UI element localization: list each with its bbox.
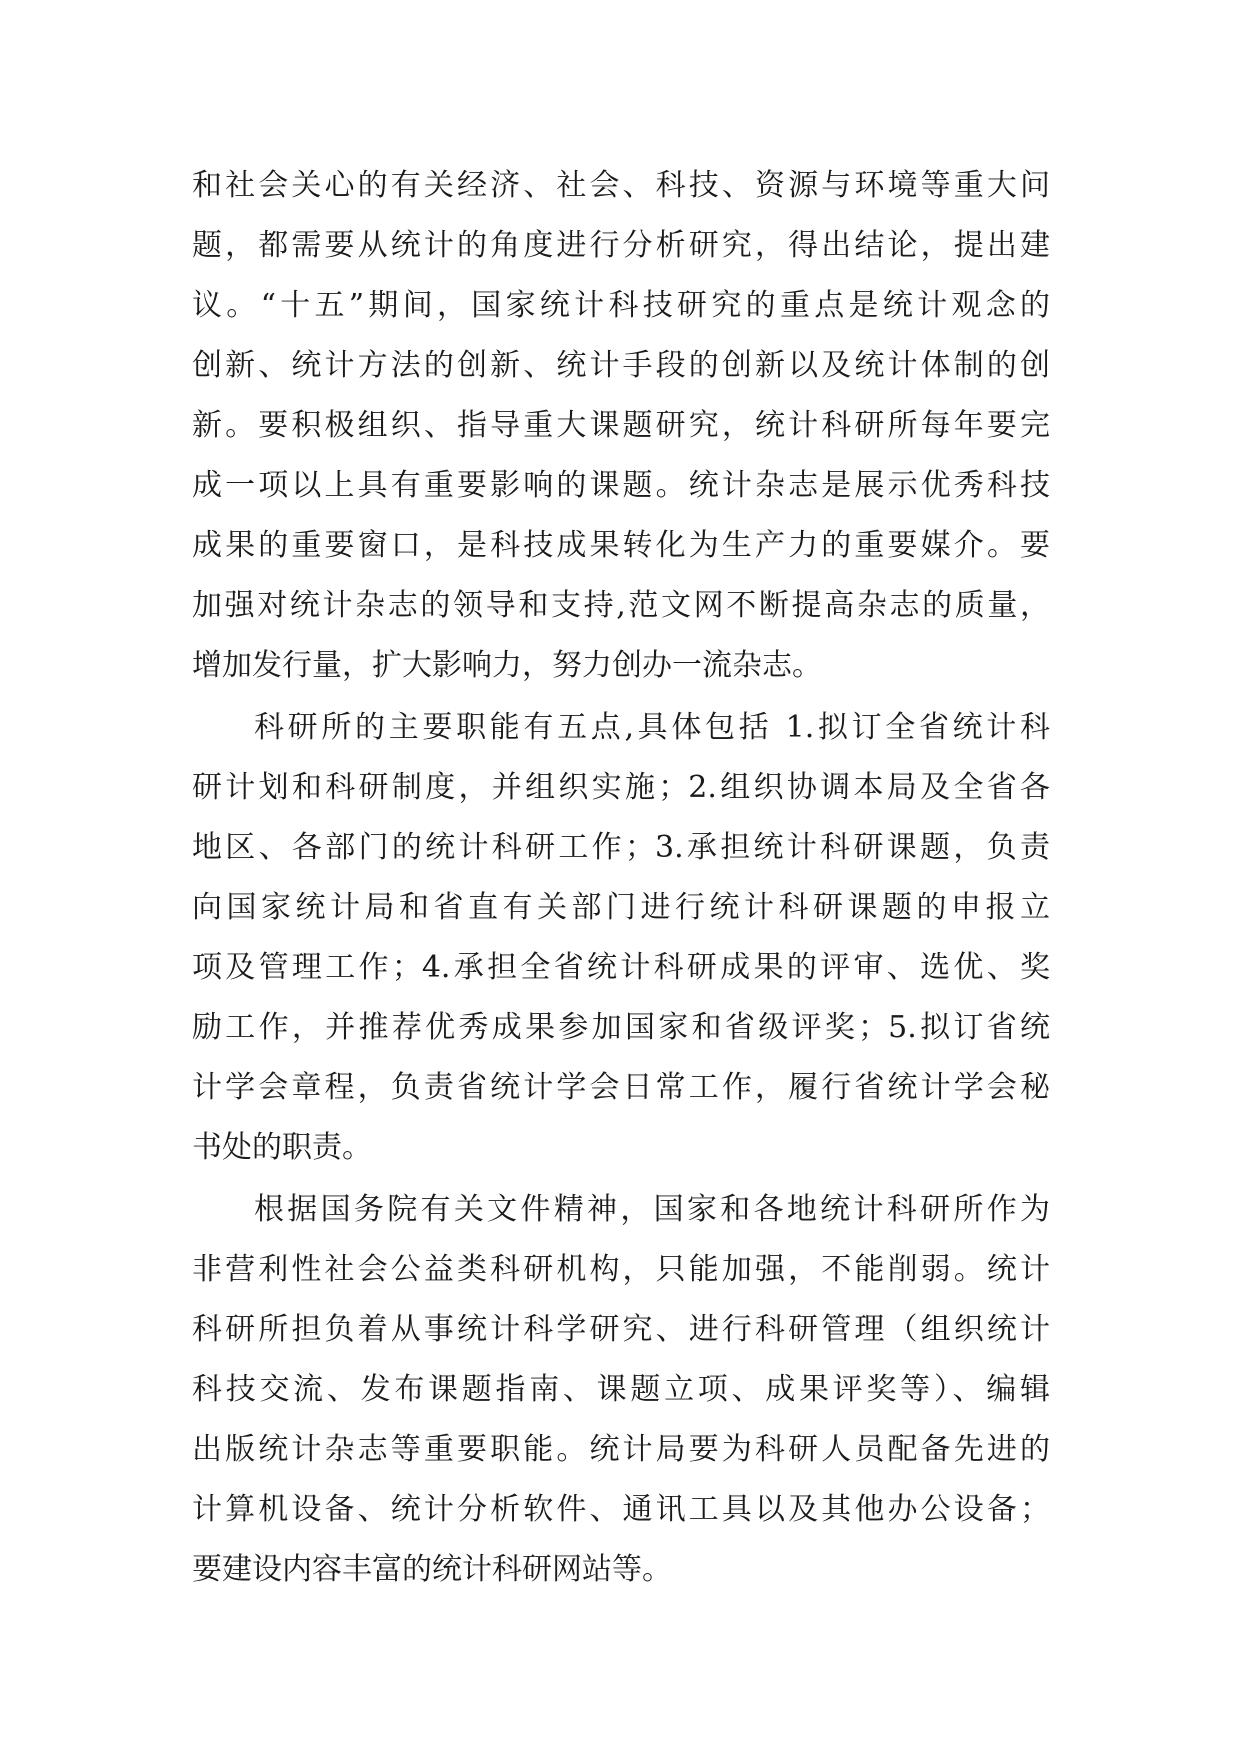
text-line: 计算机设备、统计分析软件、通讯工具以及其他办公设备；: [192, 1492, 1050, 1527]
text-line: 向国家统计局和省直有关部门进行统计科研课题的申报立: [192, 890, 1050, 925]
text-line: 计学会章程，负责省统计学会日常工作，履行省统计学会秘: [192, 1070, 1050, 1105]
text-line: 根据国务院有关文件精神，国家和各地统计科研所作为: [254, 1192, 1050, 1227]
document-body: [192, 156, 1050, 1600]
text-line: 成果的重要窗口，是科技成果转化为生产力的重要媒介。要: [192, 528, 1050, 563]
text-line: 增加发行量，扩大影响力，努力创办一流杂志。: [192, 648, 822, 683]
text-line: 励工作，并推荐优秀成果参加国家和省级评奖；5.拟订省统: [192, 1010, 1050, 1045]
text-line: 成一项以上具有重要影响的课题。统计杂志是展示优秀科技: [192, 468, 1050, 503]
text-line: 出版统计杂志等重要职能。统计局要为科研人员配备先进的: [192, 1432, 1050, 1467]
text-line: 项及管理工作；4.承担全省统计科研成果的评审、选优、奖: [192, 950, 1050, 985]
paragraph-3: [192, 1180, 1050, 1600]
text-line: 和社会关心的有关经济、社会、科技、资源与环境等重大问: [192, 168, 1050, 203]
text-line: 科技交流、发布课题指南、课题立项、成果评奖等）、编辑: [192, 1372, 1050, 1407]
text-line: 题，都需要从统计的角度进行分析研究，得出结论，提出建: [192, 228, 1050, 263]
paragraph-1: [192, 156, 1050, 696]
text-line: 书处的职责。: [192, 1130, 372, 1165]
text-line: 科研所的主要职能有五点,具体包括 1.拟订全省统计科: [254, 710, 1050, 745]
text-line: 加强对统计杂志的领导和支持,范文网不断提高杂志的质量，: [192, 588, 1050, 623]
text-line: 研计划和科研制度，并组织实施；2.组织协调本局及全省各: [192, 770, 1050, 805]
text-line: 议。“十五”期间，国家统计科技研究的重点是统计观念的: [192, 288, 1050, 323]
text-line: 要建设内容丰富的统计科研网站等。: [192, 1552, 672, 1587]
paragraph-2: [192, 698, 1050, 1178]
text-line: 科研所担负着从事统计科学研究、进行科研管理（组织统计: [192, 1312, 1050, 1347]
text-line: 创新、统计方法的创新、统计手段的创新以及统计体制的创: [192, 348, 1050, 383]
text-line: 新。要积极组织、指导重大课题研究，统计科研所每年要完: [192, 408, 1050, 443]
text-line: 非营利性社会公益类科研机构，只能加强，不能削弱。统计: [192, 1252, 1050, 1287]
text-line: 地区、各部门的统计科研工作；3.承担统计科研课题，负责: [192, 830, 1050, 865]
